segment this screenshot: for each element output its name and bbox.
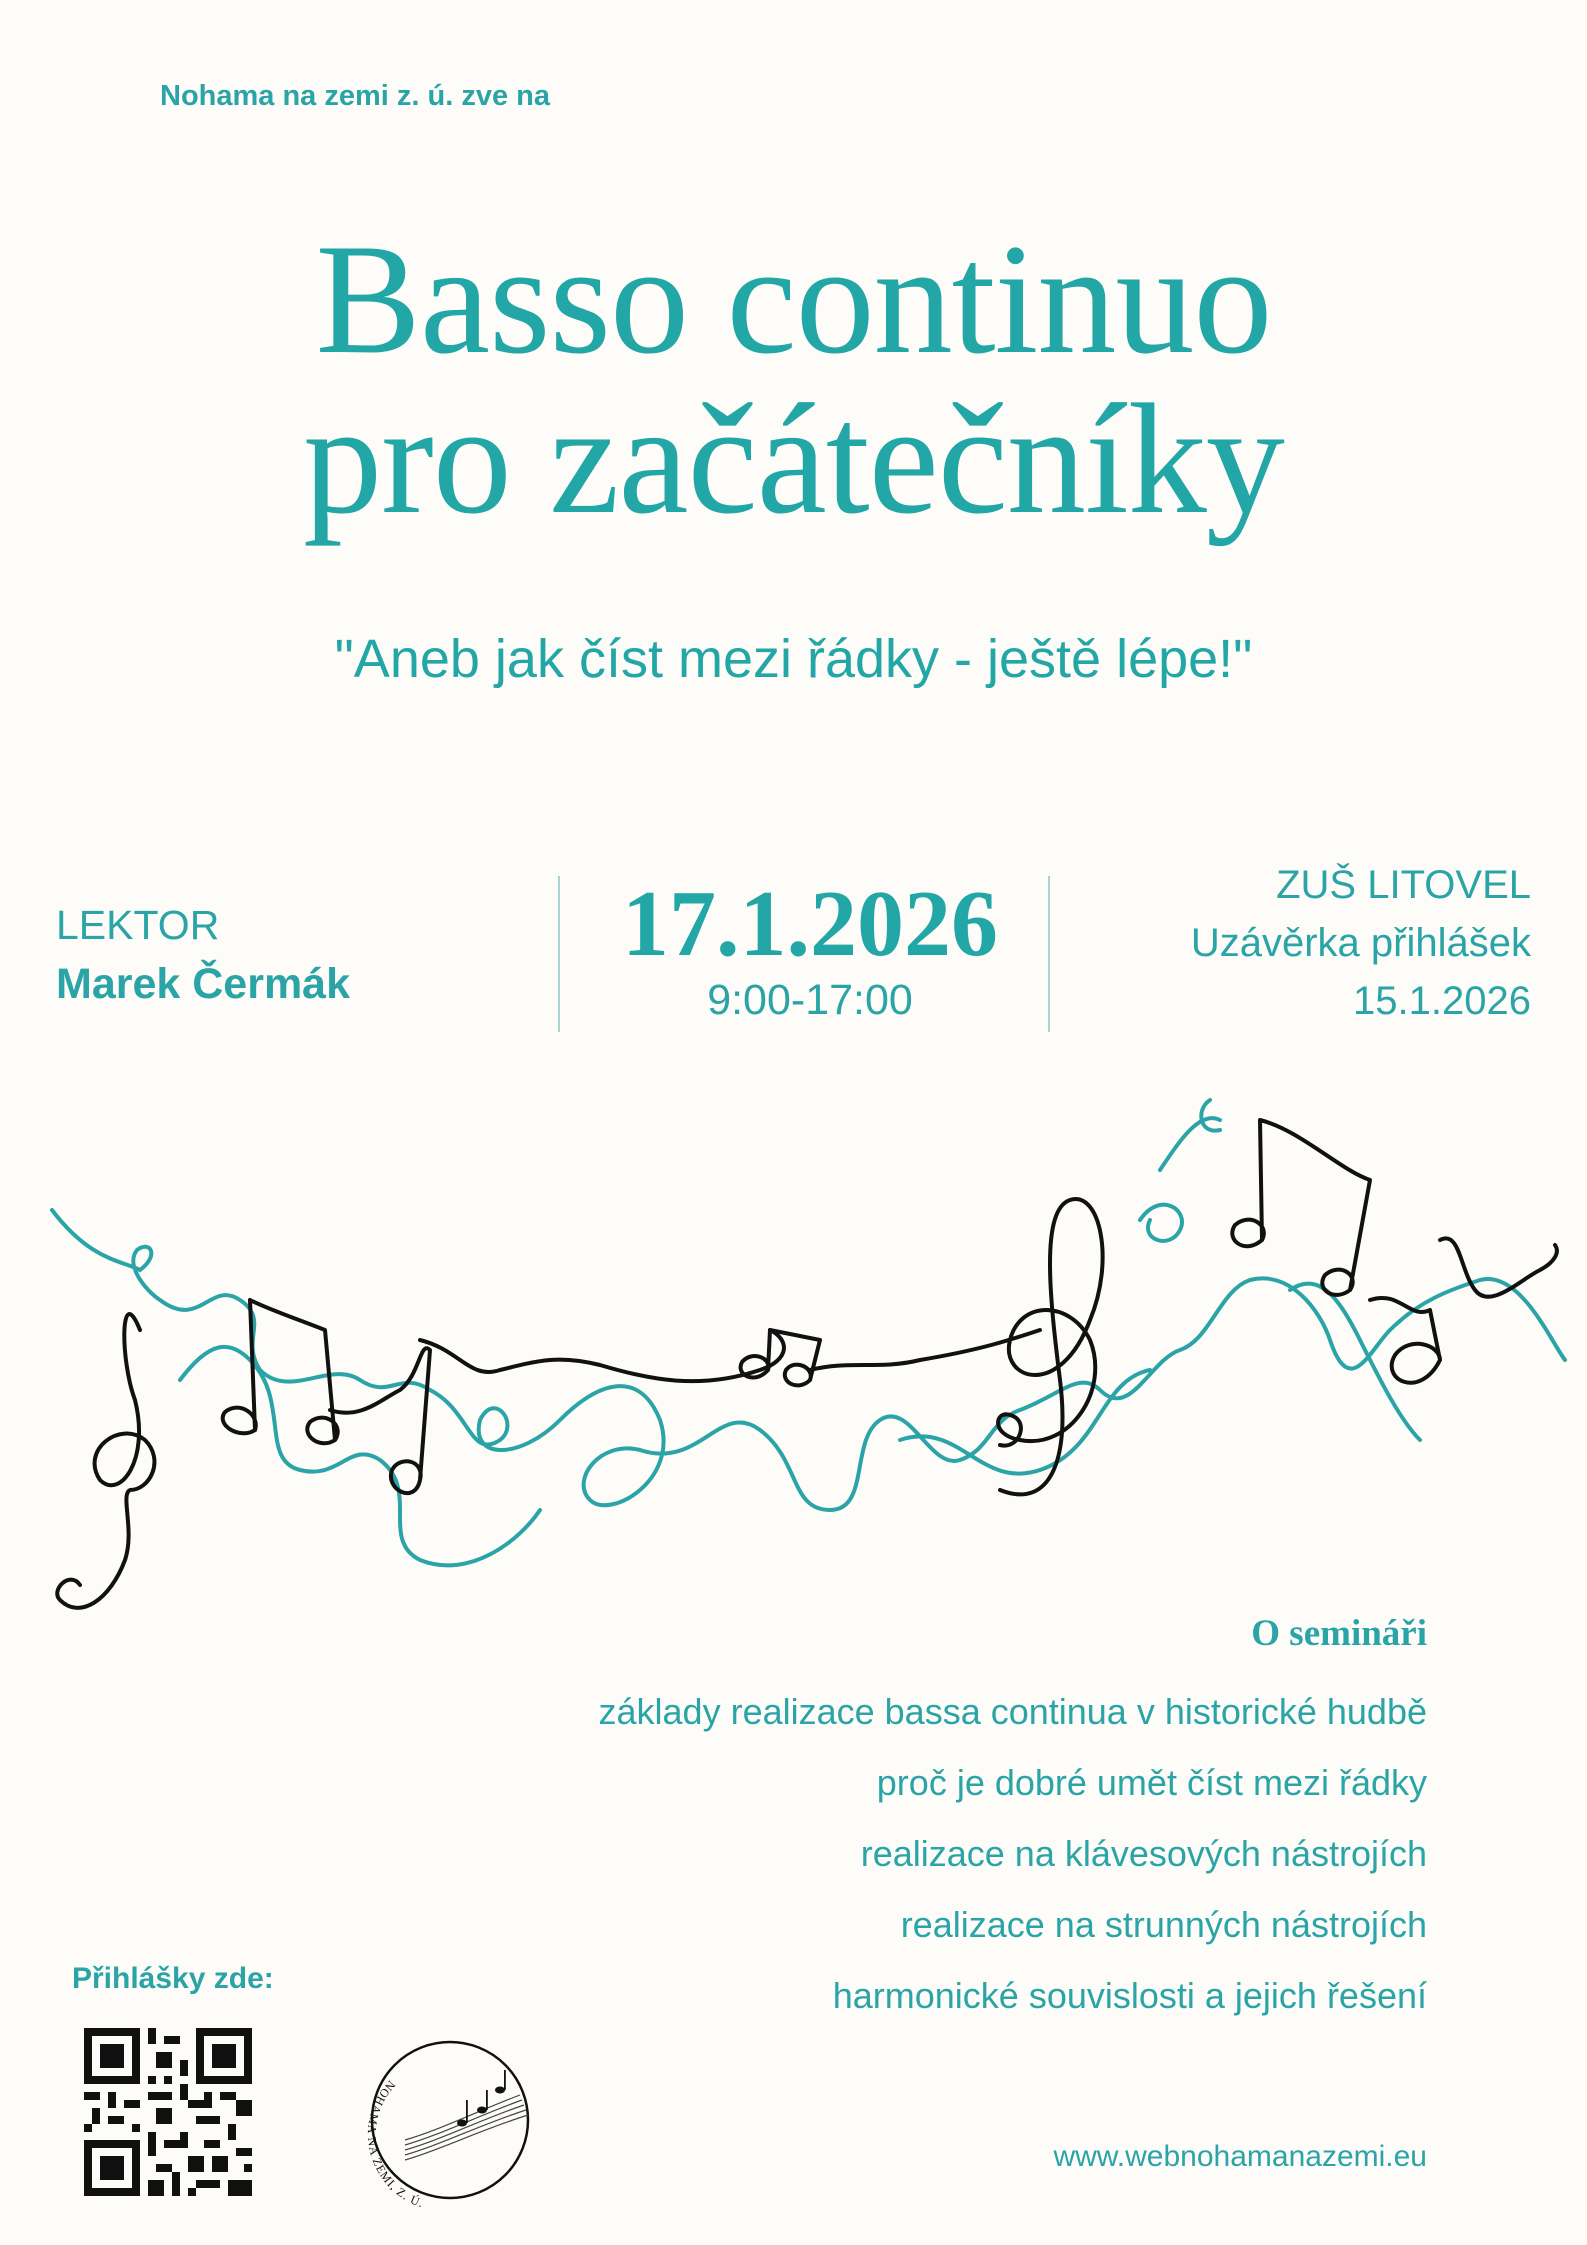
event-date: 17.1.2026: [622, 872, 998, 976]
lektor-name: Marek Čermák: [56, 960, 351, 1008]
venue-block: [1191, 856, 1531, 1030]
music-notes-illustration: [0, 1040, 1587, 1660]
deadline-date: 15.1.2026: [1353, 979, 1531, 1023]
page-title: [0, 212, 1587, 547]
website-link[interactable]: www.webnohamanazemi.eu: [1053, 2140, 1427, 2173]
title-line-1: Basso continuo: [315, 212, 1272, 387]
logo-text: NOHAMA NA ZEMI, Z. Ú.: [364, 2077, 426, 2211]
subtitle: "Aneb jak číst mezi řádky - ještě lépe!": [334, 629, 1253, 689]
organizer-line: Nohama na zemi z. ú. zve na: [160, 80, 550, 112]
registration-label: Přihlášky zde:: [72, 1962, 274, 1995]
title-line-2: pro začátečníky: [303, 372, 1284, 547]
topic-item: realizace na strunných nástrojích: [900, 1904, 1427, 1945]
venue-name: ZUŠ LITOVEL: [1276, 863, 1531, 907]
black-notes-line: [57, 1120, 1557, 1608]
topic-item: harmonické souvislosti a jejich řešení: [832, 1975, 1427, 2016]
qr-code[interactable]: [84, 2028, 252, 2196]
teal-swirl-lines: [52, 1100, 1565, 1565]
topic-item: realizace na klávesových nástrojích: [860, 1833, 1427, 1874]
topic-item: proč je dobré umět číst mezi řádky: [876, 1762, 1427, 1803]
deadline-label: Uzávěrka přihlášek: [1190, 921, 1531, 965]
topics-list: [599, 1688, 1427, 2043]
about-title: O semináři: [1251, 1613, 1427, 1654]
organization-logo: [350, 2020, 560, 2220]
divider-right: [1048, 876, 1050, 1032]
event-time: 9:00-17:00: [707, 976, 913, 1024]
topic-item: základy realizace bassa continua v historické hudbě: [598, 1691, 1427, 1732]
lektor-label: LEKTOR: [56, 902, 220, 948]
